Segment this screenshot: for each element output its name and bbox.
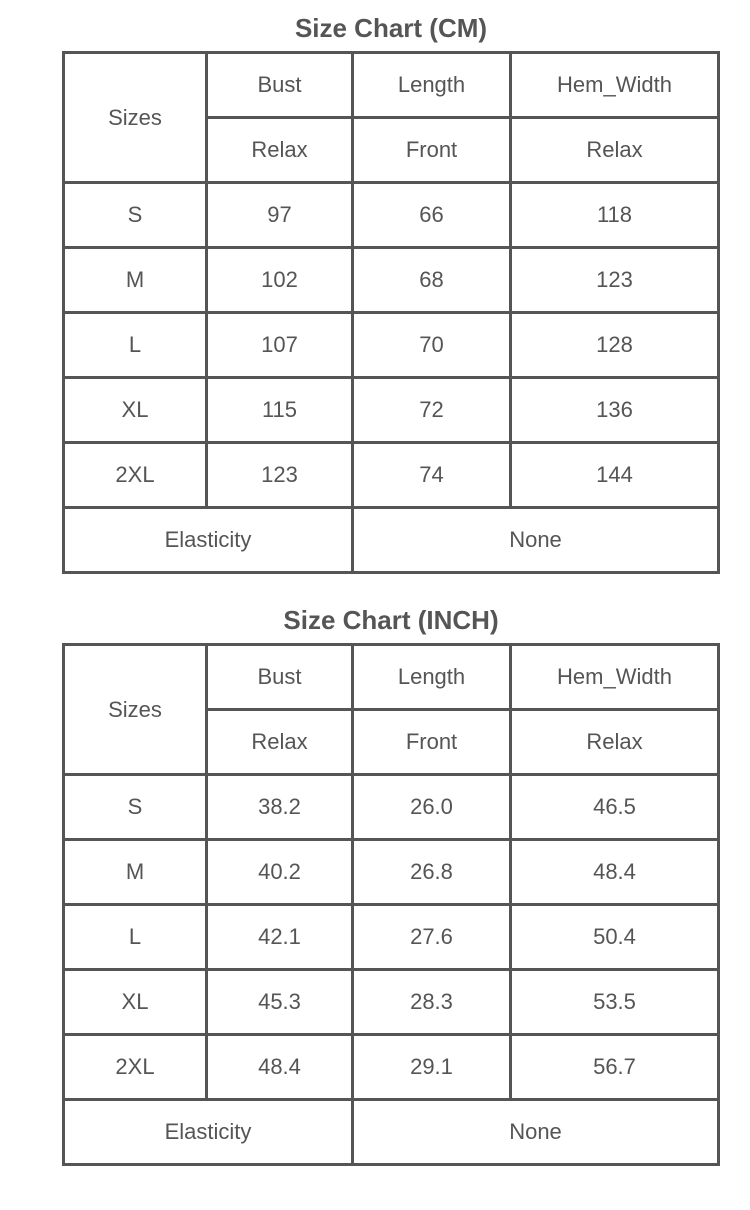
bust-cell: 45.3 [208, 971, 354, 1036]
header-row [65, 646, 717, 711]
hem-width-cell: 56.7 [512, 1036, 717, 1101]
size-cell: M [65, 841, 208, 906]
bust-cell: 102 [208, 249, 354, 314]
chart-title-inch: Size Chart (INCH) [283, 605, 499, 635]
size-cell: S [65, 776, 208, 841]
hem-width-header: Hem_Width [512, 54, 717, 119]
sizes-header: Sizes [65, 54, 208, 184]
elasticity-row [65, 1101, 717, 1163]
size-cell: XL [65, 379, 208, 444]
length-cell: 70 [354, 314, 512, 379]
length-header: Length [354, 54, 512, 119]
table-row [65, 906, 717, 971]
bust-cell: 48.4 [208, 1036, 354, 1101]
size-cell: L [65, 314, 208, 379]
table-row [65, 314, 717, 379]
elasticity-label: Elasticity [65, 1101, 354, 1163]
table-row [65, 841, 717, 906]
size-table-inch [62, 643, 720, 1166]
bust-cell: 123 [208, 444, 354, 509]
table-row [65, 971, 717, 1036]
bust-cell: 40.2 [208, 841, 354, 906]
length-cell: 26.8 [354, 841, 512, 906]
size-table-cm [62, 51, 720, 574]
length-subheader: Front [354, 711, 512, 776]
length-cell: 27.6 [354, 906, 512, 971]
elasticity-row [65, 509, 717, 571]
sizes-header: Sizes [65, 646, 208, 776]
hem-width-subheader: Relax [512, 711, 717, 776]
size-cell: M [65, 249, 208, 314]
size-cell: XL [65, 971, 208, 1036]
length-header: Length [354, 646, 512, 711]
hem-width-cell: 136 [512, 379, 717, 444]
header-row [65, 54, 717, 119]
size-cell: 2XL [65, 1036, 208, 1101]
elasticity-value: None [509, 1119, 562, 1144]
bust-cell: 38.2 [208, 776, 354, 841]
chart-title-cm: Size Chart (CM) [294, 13, 488, 43]
length-cell: 66 [354, 184, 512, 249]
bust-cell: 107 [208, 314, 354, 379]
hem-width-cell: 123 [512, 249, 717, 314]
hem-width-cell: 128 [512, 314, 717, 379]
length-cell: 26.0 [354, 776, 512, 841]
bust-cell: 97 [208, 184, 354, 249]
length-subheader: Front [354, 119, 512, 184]
length-cell: 28.3 [354, 971, 512, 1036]
table-row [65, 776, 717, 841]
bust-header: Bust [208, 54, 354, 119]
table-row [65, 1036, 717, 1101]
table-row [65, 184, 717, 249]
hem-width-cell: 53.5 [512, 971, 717, 1036]
bust-header: Bust [208, 646, 354, 711]
size-cell: L [65, 906, 208, 971]
hem-width-cell: 48.4 [512, 841, 717, 906]
bust-cell: 115 [208, 379, 354, 444]
size-cell: S [65, 184, 208, 249]
table-row [65, 444, 717, 509]
length-cell: 29.1 [354, 1036, 512, 1101]
hem-width-cell: 50.4 [512, 906, 717, 971]
bust-cell: 42.1 [208, 906, 354, 971]
elasticity-label: Elasticity [65, 509, 354, 571]
length-cell: 68 [354, 249, 512, 314]
length-cell: 74 [354, 444, 512, 509]
bust-subheader: Relax [208, 711, 354, 776]
hem-width-header: Hem_Width [512, 646, 717, 711]
hem-width-cell: 118 [512, 184, 717, 249]
hem-width-subheader: Relax [512, 119, 717, 184]
length-cell: 72 [354, 379, 512, 444]
hem-width-cell: 144 [512, 444, 717, 509]
table-row [65, 249, 717, 314]
hem-width-cell: 46.5 [512, 776, 717, 841]
table-row [65, 379, 717, 444]
size-cell: 2XL [65, 444, 208, 509]
bust-subheader: Relax [208, 119, 354, 184]
elasticity-value: None [509, 527, 562, 552]
